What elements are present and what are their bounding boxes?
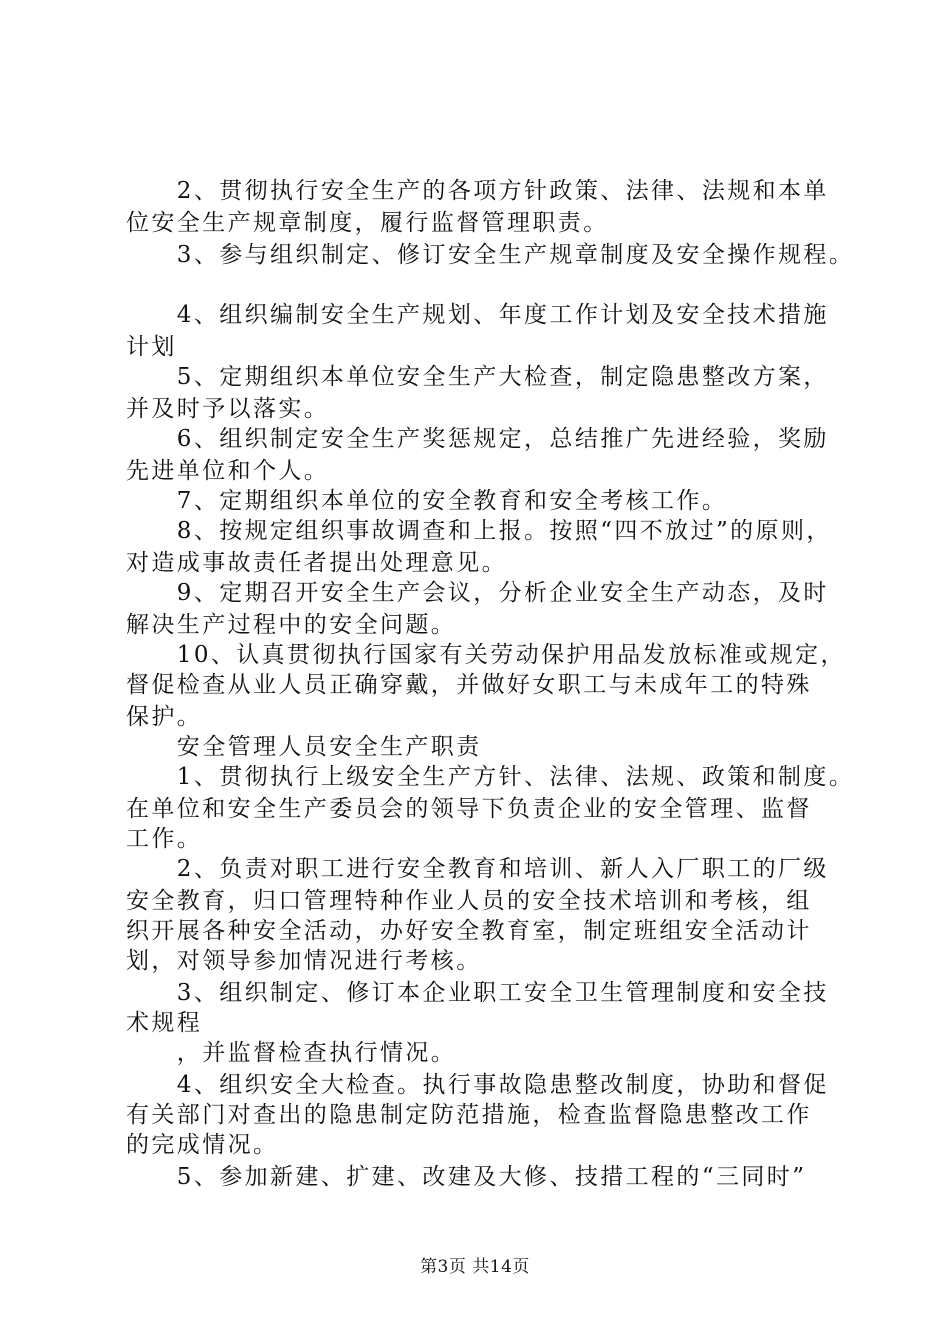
text-line: 在单位和安全生产委员会的领导下负责企业的安全管理、监督 bbox=[126, 796, 812, 822]
text-line: 并及时予以落实。 bbox=[126, 396, 330, 422]
text-line: 术规程 bbox=[126, 1010, 203, 1036]
text-line: 保护。 bbox=[126, 704, 203, 730]
text-line: 的完成情况。 bbox=[126, 1132, 279, 1158]
text-line: 4、组织安全大检查。执行事故隐患整改制度，协助和督促 bbox=[126, 1072, 829, 1098]
text-line: 有关部门对查出的隐患制定防范措施，检查监督隐患整改工作 bbox=[126, 1102, 812, 1128]
text-line: 2、负责对职工进行安全教育和培训、新人入厂职工的厂级 bbox=[126, 856, 829, 882]
text-line: 3、参与组织制定、修订安全生产规章制度及安全操作规程。 bbox=[126, 242, 855, 268]
text-line: 织开展各种安全活动，办好安全教育室，制定班组安全活动计 bbox=[126, 918, 812, 944]
text-line: 安全教育，归口管理特种作业人员的安全技术培训和考核，组 bbox=[126, 888, 812, 914]
text-line: 位安全生产规章制度，履行监督管理职责。 bbox=[126, 210, 609, 236]
text-line: 5、定期组织本单位安全生产大检查，制定隐患整改方案， bbox=[126, 364, 829, 390]
text-line: 4、组织编制安全生产规划、年度工作计划及安全技术措施 bbox=[126, 302, 829, 328]
text-line: 2、贯彻执行安全生产的各项方针政策、法律、法规和本单 bbox=[126, 178, 829, 204]
text-line: 计划 bbox=[126, 334, 177, 360]
page-number-footer: 第3页 共14页 bbox=[420, 1257, 530, 1277]
section-heading: 安全管理人员安全生产职责 bbox=[126, 734, 482, 760]
text-line: 9、定期召开安全生产会议，分析企业安全生产动态，及时 bbox=[126, 580, 829, 606]
text-line: 先进单位和个人。 bbox=[126, 458, 330, 484]
text-line: 督促检查从业人员正确穿戴，并做好女职工与未成年工的特殊 bbox=[126, 672, 812, 698]
text-line: 6、组织制定安全生产奖惩规定，总结推广先进经验，奖励 bbox=[126, 426, 829, 452]
text-line: 1、贯彻执行上级安全生产方针、法律、法规、政策和制度。 bbox=[126, 764, 855, 790]
text-line: 解决生产过程中的安全问题。 bbox=[126, 612, 457, 638]
text-line: 3、组织制定、修订本企业职工安全卫生管理制度和安全技 bbox=[126, 980, 829, 1006]
text-line: ，并监督检查执行情况。 bbox=[126, 1040, 457, 1066]
text-line: 划，对领导参加情况进行考核。 bbox=[126, 948, 482, 974]
text-line: 8、按规定组织事故调查和上报。按照“四不放过”的原则， bbox=[126, 518, 832, 544]
text-line: 10、认真贯彻执行国家有关劳动保护用品发放标准或规定， bbox=[126, 642, 846, 668]
text-line: 7、定期组织本单位的安全教育和安全考核工作。 bbox=[126, 488, 728, 514]
text-line: 对造成事故责任者提出处理意见。 bbox=[126, 550, 507, 576]
text-line: 工作。 bbox=[126, 826, 203, 852]
text-line: 5、参加新建、扩建、改建及大修、技措工程的“三同时” bbox=[126, 1164, 807, 1190]
